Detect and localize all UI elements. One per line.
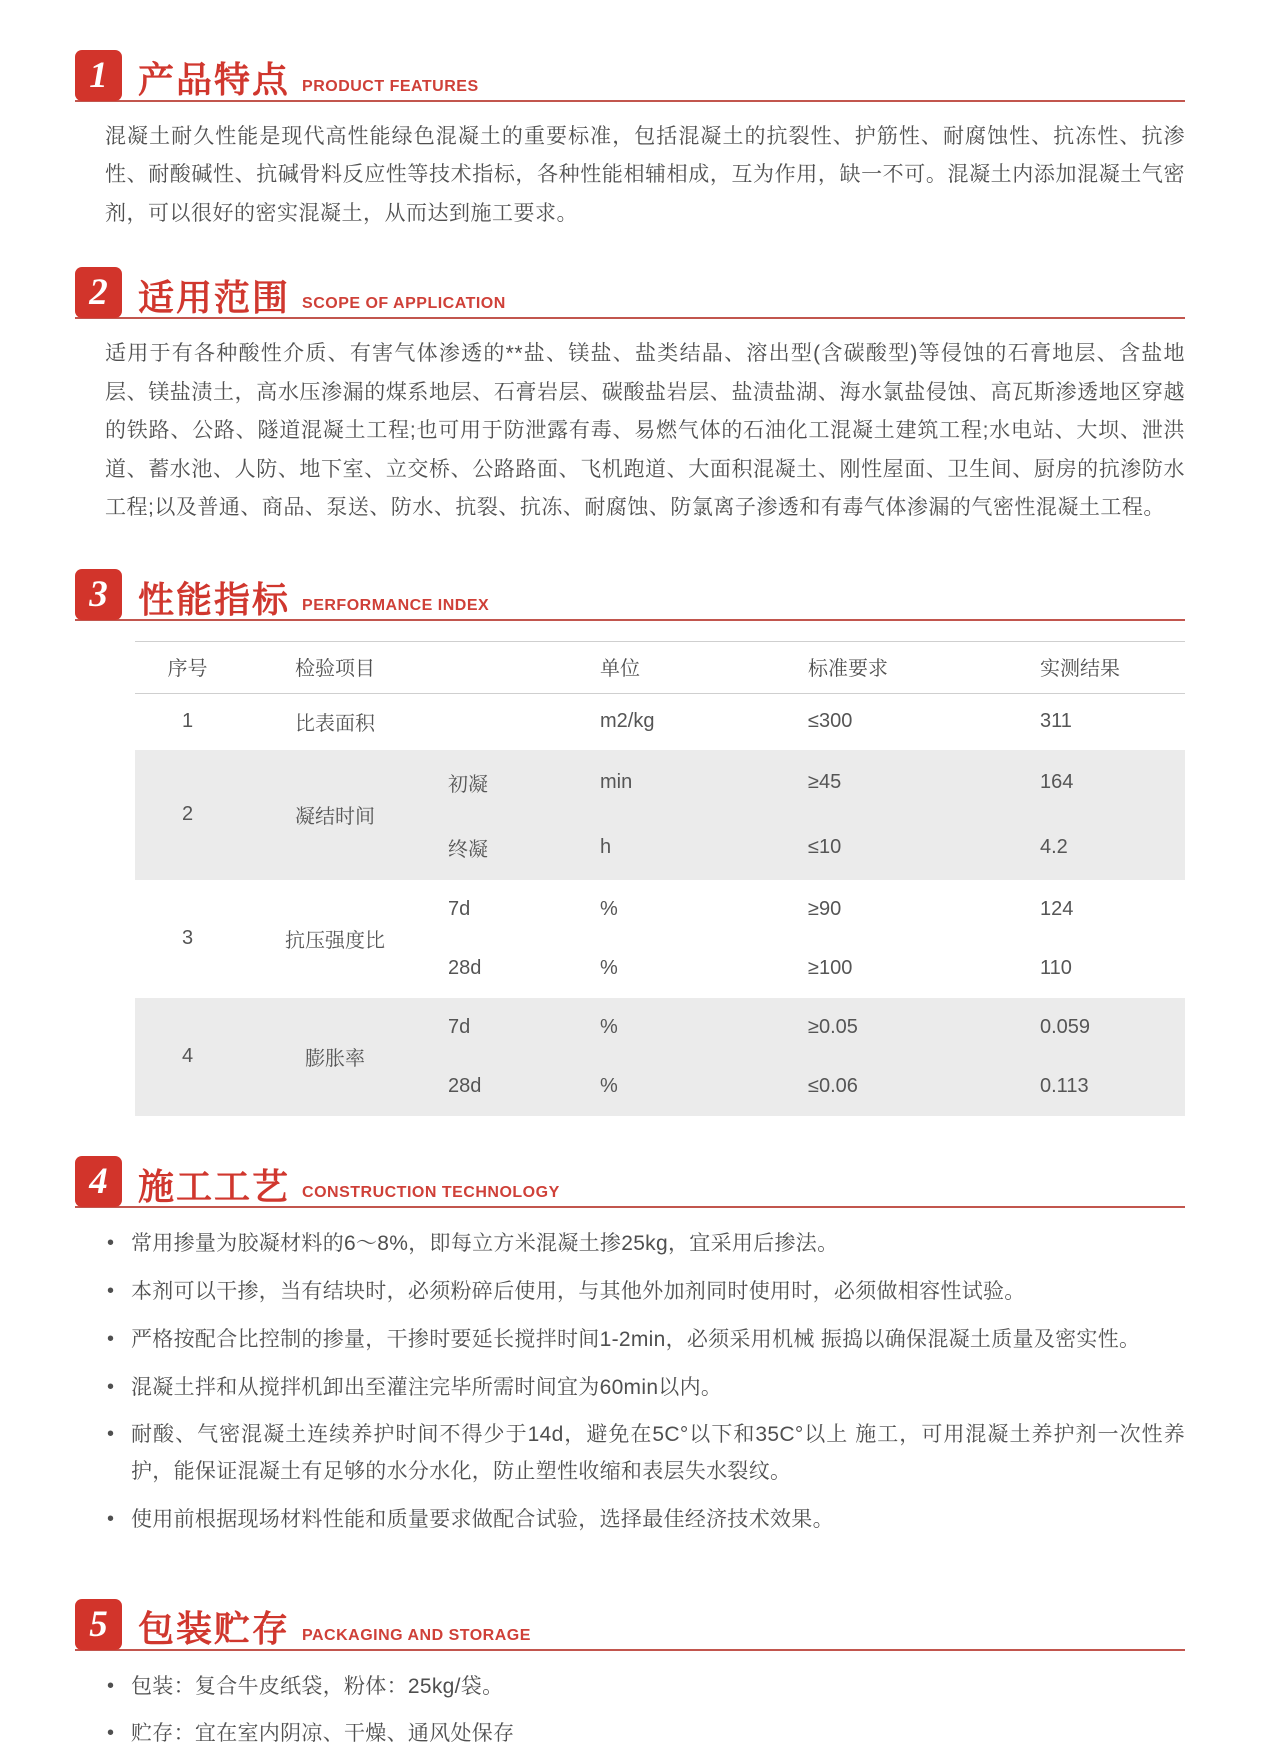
section-title-en: PERFORMANCE INDEX [302, 597, 490, 615]
list-item: • 贮存：宜在室内阴凉、干燥、通风处保存 [105, 1716, 1185, 1753]
list-item: • 使用前根据现场材料性能和质量要求做配合试验，选择最佳经济技术效果。 [105, 1502, 1185, 1539]
list-item: • 本剂可以干掺，当有结块时，必须粉碎后使用，与其他外加剂同时使用时，必须做相容性试验。 [105, 1274, 1185, 1311]
cell-standard: ≥0.05 [808, 1016, 858, 1039]
cell-item: 比表面积 [295, 713, 375, 736]
table-header-row [135, 642, 1185, 694]
cell-standard: ≤0.06 [808, 1075, 858, 1098]
section-product-features [75, 50, 1185, 233]
cell-standard: ≥90 [808, 898, 842, 921]
list-item: • 包装：复合牛皮纸袋，粉体：25kg/袋。 [105, 1669, 1185, 1706]
list-item: • 耐酸、气密混凝土连续养护时间不得少于14d，避免在5C°以下和35C°以上 施工，可用混凝土养护剂一次性养护，能保证混凝土有足够的水分水化，防止塑性收缩和表层失水裂纹。 [105, 1417, 1185, 1491]
cell-result: 4.2 [1040, 836, 1068, 859]
col-header-result: 实测结果 [1020, 642, 1185, 694]
table-row [135, 694, 1185, 751]
cell-unit: % [600, 1075, 618, 1098]
construction-bullet-list [105, 1226, 1185, 1538]
cell-sub: 终凝 [448, 839, 488, 862]
cell-unit: h [600, 836, 612, 859]
cell-item: 抗压强度比 [285, 930, 385, 953]
section-header [75, 569, 1185, 621]
cell-no: 1 [181, 710, 194, 733]
cell-result: 0.113 [1040, 1075, 1089, 1098]
list-item: • 混凝土拌和从搅拌机卸出至灌注完毕所需时间宜为60min以内。 [105, 1370, 1185, 1407]
cell-standard: ≥45 [808, 771, 842, 794]
section-construction-technology [75, 1156, 1185, 1538]
section-title-en: PRODUCT FEATURES [302, 78, 479, 95]
scope-paragraph: 适用于有各种酸性介质、有害气体渗透的**盐、镁盐、盐类结晶、溶出型(含碳酸型)等侵蚀的石膏地层、含盐地层、镁盐渍土，高水压渗漏的煤系地层、石膏岩层、碳酸盐岩层、盐渍盐湖、海水氯盐侵蚀、高瓦斯渗透地区穿越的铁路、公路、隧道混凝土工程;也可用于防泄露有毒、易燃气体的石油化工混凝土建筑工程;水电站、大坝、泄洪道、蓄水池、人防、地下室、立交桥、公路路面、飞机跑道、大面积混凝土、刚性屋面、卫生间、厨房的抗渗防水工程;以及普通、商品、泵送、防水、抗裂、抗冻、耐腐蚀、防氯离子渗透和有毒气体渗漏的气密性混凝土工程。 [105, 342, 1185, 519]
cell-sub: 初凝 [448, 774, 488, 797]
section-title-cn: 产品特点 [138, 59, 291, 101]
cell-standard: ≥100 [808, 957, 853, 980]
section-number-badge: 2 [75, 267, 122, 318]
cell-unit: m2/kg [600, 710, 655, 733]
table-row [135, 750, 1185, 815]
cell-sub: 7d [448, 898, 471, 921]
cell-no: 3 [181, 927, 194, 950]
table-row [135, 998, 1185, 1057]
section-title-en: SCOPE OF APPLICATION [302, 295, 506, 313]
col-header-unit: 单位 [575, 642, 790, 694]
section-title-en: PACKAGING AND STORAGE [302, 1626, 531, 1644]
cell-sub: 28d [448, 957, 482, 980]
performance-table [135, 641, 1185, 1116]
cell-result: 110 [1040, 957, 1072, 980]
section-header [75, 50, 1185, 102]
section-title-en: CONSTRUCTION TECHNOLOGY [302, 1184, 560, 1202]
section-scope-of-application [75, 267, 1185, 527]
cell-unit: % [600, 898, 618, 921]
section-header [75, 1599, 1185, 1651]
cell-result: 0.059 [1040, 1016, 1091, 1039]
section-title-cn: 性能指标 [138, 578, 291, 620]
section-header [75, 267, 1185, 319]
section-packaging-and-storage [75, 1599, 1185, 1753]
cell-result: 124 [1040, 898, 1074, 921]
cell-item: 膨胀率 [305, 1048, 365, 1071]
list-item: • 严格按配合比控制的掺量，干掺时要延长搅拌时间1-2min，必须采用机械 振捣以确保混凝土质量及密实性。 [105, 1322, 1185, 1359]
section-title-cn: 包装贮存 [138, 1608, 291, 1650]
cell-result: 311 [1040, 710, 1072, 733]
col-header-sub [430, 642, 575, 694]
cell-sub: 7d [448, 1016, 471, 1039]
col-header-no: 序号 [135, 642, 240, 694]
section-number-badge: 1 [75, 50, 122, 101]
col-header-standard: 标准要求 [790, 642, 1020, 694]
cell-sub [430, 694, 575, 751]
section-number-badge: 4 [75, 1156, 122, 1207]
packaging-bullet-list [105, 1669, 1185, 1753]
col-header-item: 检验项目 [240, 642, 430, 694]
cell-sub: 28d [448, 1075, 482, 1098]
cell-standard: ≤10 [808, 836, 842, 859]
cell-item: 凝结时间 [295, 806, 375, 829]
section-performance-index [75, 569, 1185, 1116]
cell-unit: min [600, 771, 633, 794]
section-title-cn: 适用范围 [138, 276, 291, 318]
cell-no: 2 [181, 803, 194, 826]
table-row [135, 880, 1185, 939]
section-title-cn: 施工工艺 [138, 1165, 291, 1207]
cell-unit: % [600, 1016, 618, 1039]
cell-standard: ≤300 [808, 710, 853, 733]
section-number-badge: 5 [75, 1599, 122, 1650]
features-paragraph: 混凝土耐久性能是现代高性能绿色混凝土的重要标准，包括混凝土的抗裂性、护筋性、耐腐蚀性、抗冻性、抗渗性、耐酸碱性、抗碱骨料反应性等技术指标，各种性能相辅相成，互为作用，缺一不可。混凝土内添加混凝土气密剂，可以很好的密实混凝土，从而达到施工要求。 [105, 125, 1185, 225]
section-header [75, 1156, 1185, 1208]
cell-unit: % [600, 957, 618, 980]
list-item: • 常用掺量为胶凝材料的6～8%，即每立方米混凝土掺25kg，宜采用后掺法。 [105, 1226, 1185, 1263]
cell-no: 4 [181, 1045, 194, 1068]
section-number-badge: 3 [75, 569, 122, 620]
cell-result: 164 [1040, 771, 1074, 794]
